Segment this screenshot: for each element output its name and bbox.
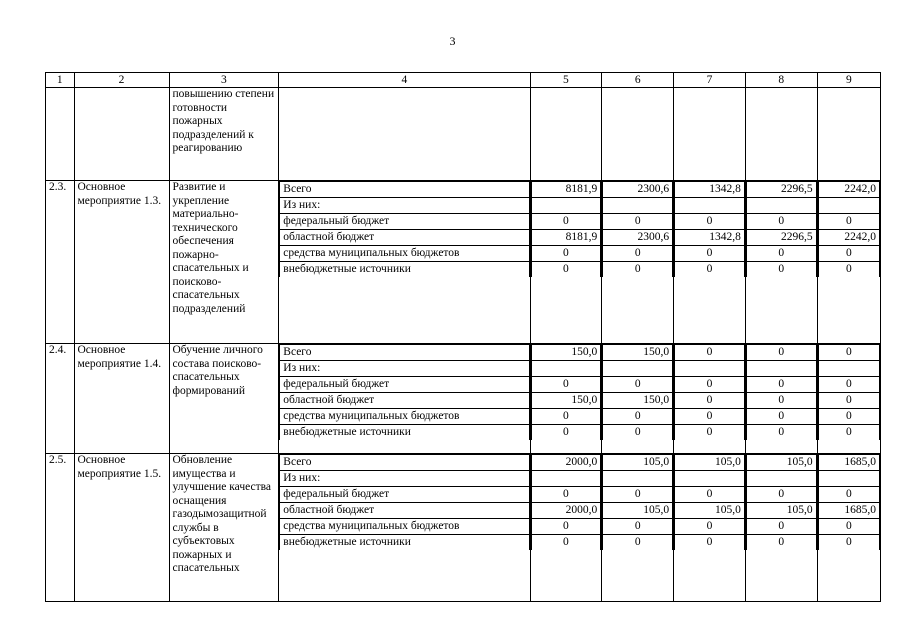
value-cell: 2296,5: [746, 230, 816, 246]
continuation-row: [46, 88, 881, 181]
value-column: [674, 454, 746, 602]
value-cell: [818, 471, 879, 487]
value-cell: [675, 198, 745, 214]
header-cell: 9: [817, 73, 880, 88]
value-cell: [531, 198, 601, 214]
value-column: [674, 344, 746, 454]
value-cell: 0: [603, 487, 673, 503]
value-cell: 0: [531, 535, 601, 551]
source-label: федеральный бюджет: [280, 214, 529, 230]
value-cell: 105,0: [746, 503, 816, 519]
value-cell: 1342,8: [675, 182, 745, 198]
header-cell: 4: [279, 73, 530, 88]
source-label: средства муниципальных бюджетов: [280, 246, 529, 262]
value-cell: 0: [746, 425, 816, 441]
header-cell: 3: [169, 73, 279, 88]
value-column: [602, 454, 674, 602]
value-cell: 150,0: [603, 393, 673, 409]
value-column: [745, 454, 817, 602]
page-number: 3: [449, 34, 456, 48]
source-label: Из них:: [280, 198, 529, 214]
measure-description: Обучение личного состава поисково-спасательных формирований: [169, 344, 279, 454]
value-cell: [746, 361, 816, 377]
header-cell: 2: [74, 73, 169, 88]
value-cell: 0: [603, 262, 673, 278]
value-cell: 0: [818, 425, 879, 441]
value-cell: 2296,5: [746, 182, 816, 198]
source-label: Всего: [280, 182, 529, 198]
budget-table: [45, 72, 881, 602]
source-label: федеральный бюджет: [280, 487, 529, 503]
value-cell: 1685,0: [818, 455, 879, 471]
value-cell: 2242,0: [818, 230, 879, 246]
value-cell: 0: [675, 519, 745, 535]
value-cell: 0: [818, 377, 879, 393]
header-cell: 6: [602, 73, 674, 88]
header-cell: 5: [530, 73, 602, 88]
value-column: [530, 181, 602, 344]
value-column: [817, 344, 880, 454]
value-cell: 2300,6: [603, 230, 673, 246]
value-cell: [746, 198, 816, 214]
value-cell: 8181,9: [531, 230, 601, 246]
value-cell: 0: [746, 535, 816, 551]
value-cell: 0: [818, 393, 879, 409]
value-cell: [746, 471, 816, 487]
header-cell: 7: [674, 73, 746, 88]
value-cell: 0: [675, 262, 745, 278]
value-cell: 0: [675, 377, 745, 393]
value-cell: 0: [746, 377, 816, 393]
value-cell: [603, 361, 673, 377]
value-cell: 0: [818, 409, 879, 425]
value-cell: 150,0: [531, 345, 601, 361]
value-cell: 2300,6: [603, 182, 673, 198]
value-cell: 0: [675, 214, 745, 230]
value-cell: [603, 198, 673, 214]
value-cell: 0: [818, 246, 879, 262]
value-cell: [531, 361, 601, 377]
value-cell: 0: [818, 487, 879, 503]
source-label: Всего: [280, 455, 529, 471]
value-cell: [603, 471, 673, 487]
value-cell: 0: [531, 377, 601, 393]
value-column: [530, 454, 602, 602]
value-cell: 0: [603, 246, 673, 262]
measure-row: [46, 181, 881, 344]
measure-description: Обновление имущества и улучшение качества оснащения газодымозащитной службы в субъектовых пожарных и спасательных: [169, 454, 279, 602]
value-cell: 150,0: [603, 345, 673, 361]
measure-name: Основное мероприятие 1.5.: [74, 454, 169, 602]
value-column: [817, 454, 880, 602]
source-label: областной бюджет: [280, 393, 529, 409]
value-cell: 0: [818, 345, 879, 361]
value-cell: 0: [818, 214, 879, 230]
value-cell: 0: [675, 409, 745, 425]
value-cell: 0: [818, 535, 879, 551]
value-cell: 2242,0: [818, 182, 879, 198]
source-column: [279, 454, 530, 602]
value-cell: 105,0: [746, 455, 816, 471]
value-cell: 0: [675, 535, 745, 551]
value-cell: 0: [531, 214, 601, 230]
value-column: [817, 181, 880, 344]
value-cell: 0: [746, 393, 816, 409]
measure-number: 2.5.: [46, 454, 75, 602]
value-cell: 105,0: [603, 503, 673, 519]
value-column: [602, 181, 674, 344]
value-cell: [818, 198, 879, 214]
value-cell: 105,0: [603, 455, 673, 471]
value-cell: 0: [746, 519, 816, 535]
value-cell: 8181,9: [531, 182, 601, 198]
source-column: [279, 344, 530, 454]
measure-row: [46, 344, 881, 454]
value-cell: [675, 471, 745, 487]
value-cell: [818, 361, 879, 377]
value-column: [745, 181, 817, 344]
value-cell: 0: [603, 535, 673, 551]
value-cell: 0: [603, 425, 673, 441]
value-cell: 0: [746, 262, 816, 278]
value-cell: 0: [531, 487, 601, 503]
measure-row: [46, 454, 881, 602]
value-cell: 0: [675, 487, 745, 503]
value-column: [602, 344, 674, 454]
value-cell: 0: [531, 246, 601, 262]
value-cell: 105,0: [675, 503, 745, 519]
source-label: областной бюджет: [280, 230, 529, 246]
continuation-description: повышению степени готовности пожарных подразделений к реагированию: [169, 88, 279, 181]
value-cell: 0: [675, 425, 745, 441]
value-cell: 0: [746, 409, 816, 425]
value-cell: 0: [531, 262, 601, 278]
value-cell: 0: [675, 345, 745, 361]
source-label: областной бюджет: [280, 503, 529, 519]
value-cell: 0: [746, 487, 816, 503]
header-row: [46, 73, 881, 88]
value-cell: 150,0: [531, 393, 601, 409]
source-label: федеральный бюджет: [280, 377, 529, 393]
source-column: [279, 181, 530, 344]
header-cell: 8: [745, 73, 817, 88]
source-label: внебюджетные источники: [280, 535, 529, 551]
value-cell: 0: [603, 519, 673, 535]
value-cell: 0: [675, 246, 745, 262]
source-label: средства муниципальных бюджетов: [280, 409, 529, 425]
source-label: Из них:: [280, 471, 529, 487]
value-cell: 0: [746, 214, 816, 230]
value-column: [745, 344, 817, 454]
value-cell: 0: [603, 409, 673, 425]
source-label: средства муниципальных бюджетов: [280, 519, 529, 535]
value-cell: 2000,0: [531, 455, 601, 471]
measure-description: Развитие и укрепление материально-технического обеспечения пожарно-спасательных и поисково-спасательных подразделений: [169, 181, 279, 344]
value-cell: 0: [746, 345, 816, 361]
value-column: [674, 181, 746, 344]
value-cell: 0: [531, 409, 601, 425]
value-cell: 0: [675, 393, 745, 409]
source-label: внебюджетные источники: [280, 262, 529, 278]
value-cell: 105,0: [675, 455, 745, 471]
value-cell: 1342,8: [675, 230, 745, 246]
value-cell: 0: [818, 262, 879, 278]
header-cell: 1: [46, 73, 75, 88]
value-cell: [531, 471, 601, 487]
measure-name: Основное мероприятие 1.3.: [74, 181, 169, 344]
value-column: [530, 344, 602, 454]
value-cell: 0: [746, 246, 816, 262]
measure-name: Основное мероприятие 1.4.: [74, 344, 169, 454]
value-cell: [675, 361, 745, 377]
value-cell: 1685,0: [818, 503, 879, 519]
measure-number: 2.4.: [46, 344, 75, 454]
value-cell: 0: [603, 377, 673, 393]
source-label: Всего: [280, 345, 529, 361]
source-label: внебюджетные источники: [280, 425, 529, 441]
source-label: Из них:: [280, 361, 529, 377]
measure-number: 2.3.: [46, 181, 75, 344]
value-cell: 0: [603, 214, 673, 230]
value-cell: 0: [531, 425, 601, 441]
value-cell: 0: [531, 519, 601, 535]
value-cell: 0: [818, 519, 879, 535]
value-cell: 2000,0: [531, 503, 601, 519]
